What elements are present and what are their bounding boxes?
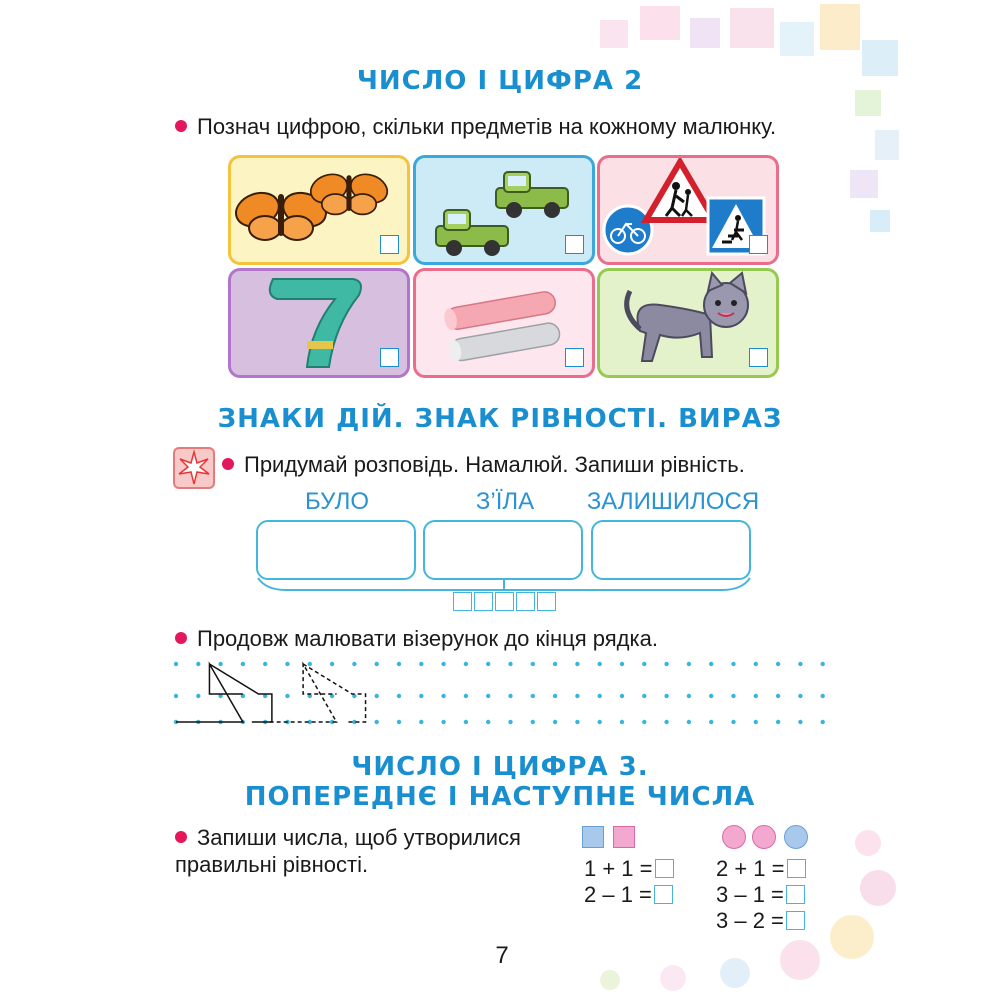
grid-dot: [464, 694, 468, 698]
grid-dot: [486, 662, 490, 666]
grid-dot: [464, 720, 468, 724]
answer-box[interactable]: [749, 235, 768, 254]
grid-dot: [709, 720, 713, 724]
drawing-frame-zalyshylosia[interactable]: [591, 520, 751, 580]
answer-box[interactable]: [565, 235, 584, 254]
grid-dot: [598, 694, 602, 698]
grid-dot: [486, 694, 490, 698]
card-number-seven: [228, 268, 410, 378]
answer-box[interactable]: [749, 348, 768, 367]
grid-dot: [687, 720, 691, 724]
section-title-number-three: ЧИСЛО І ЦИФРА 3.: [351, 752, 649, 782]
grid-dot: [776, 662, 780, 666]
answer-box[interactable]: [786, 911, 805, 930]
card-butterflies: [228, 155, 410, 265]
equation-box[interactable]: [474, 592, 493, 611]
pattern-solid: [176, 664, 272, 722]
pink-square-icon: [613, 826, 635, 848]
grid-dot: [754, 662, 758, 666]
grid-dot: [531, 694, 535, 698]
task-mark-count: [175, 114, 776, 140]
equation-box[interactable]: [453, 592, 472, 611]
star-badge-icon: [173, 447, 215, 489]
grid-dot: [731, 694, 735, 698]
grid-dot: [575, 694, 579, 698]
grid-dot: [241, 662, 245, 666]
grid-dot: [553, 694, 557, 698]
grid-dot: [798, 662, 802, 666]
section-title-prev-next: ПОПЕРЕДНЄ І НАСТУПНЕ ЧИСЛА: [244, 782, 756, 812]
grid-dot: [285, 662, 289, 666]
bullet-icon: [175, 632, 187, 644]
section-title-number-two: ЧИСЛО І ЦИФРА 2: [356, 66, 644, 96]
grid-dot: [731, 662, 735, 666]
grid-dot: [575, 662, 579, 666]
grid-dot: [508, 694, 512, 698]
equation-left-2: 2 – 1 =: [584, 882, 673, 908]
label-zalyshylosia: ЗАЛИШИЛОСЯ: [586, 488, 760, 515]
grid-dot: [598, 662, 602, 666]
answer-box[interactable]: [786, 885, 805, 904]
grid-dot: [218, 662, 222, 666]
grid-dot: [598, 720, 602, 724]
answer-box[interactable]: [787, 859, 806, 878]
grid-dot: [821, 720, 825, 724]
grid-dot: [620, 662, 624, 666]
grid-dot: [754, 694, 758, 698]
grid-dot: [508, 662, 512, 666]
label-bulo: БУЛО: [304, 488, 370, 515]
card-cat: [597, 268, 779, 378]
grid-dot: [664, 720, 668, 724]
grid-dot: [397, 720, 401, 724]
grid-dot: [664, 662, 668, 666]
grid-dot: [419, 720, 423, 724]
blue-circle-icon: [784, 825, 808, 849]
grid-dot: [821, 662, 825, 666]
answer-box[interactable]: [655, 859, 674, 878]
grid-dot: [798, 720, 802, 724]
grid-dot: [441, 720, 445, 724]
equation-box[interactable]: [516, 592, 535, 611]
task-write-numbers-line2: правильні рівності.: [175, 852, 369, 877]
equation-box[interactable]: [537, 592, 556, 611]
equation-left-1: 1 + 1 =: [584, 856, 674, 882]
grid-dot: [174, 694, 178, 698]
grid-dot: [419, 694, 423, 698]
answer-box[interactable]: [565, 348, 584, 367]
page-number: 7: [495, 942, 509, 969]
grid-dot: [441, 662, 445, 666]
equation-box[interactable]: [495, 592, 514, 611]
grid-dot: [553, 720, 557, 724]
grid-dot: [419, 662, 423, 666]
grid-dot: [709, 694, 713, 698]
grid-dot: [397, 662, 401, 666]
grid-dot: [776, 694, 780, 698]
drawing-frame-bulo[interactable]: [256, 520, 416, 580]
card-road-signs: [597, 155, 779, 265]
equation-right-3: 3 – 2 =: [716, 908, 805, 934]
grid-dot: [776, 720, 780, 724]
grid-dot: [375, 720, 379, 724]
drawing-frame-zila[interactable]: [423, 520, 583, 580]
grid-dot: [620, 720, 624, 724]
grid-dot: [620, 694, 624, 698]
task-story: [222, 452, 745, 478]
grid-dot: [263, 662, 267, 666]
equation-right-1: 2 + 1 =: [716, 856, 806, 882]
grid-dot: [397, 694, 401, 698]
grid-dot: [731, 720, 735, 724]
bullet-icon: [222, 458, 234, 470]
task-text: Придумай розповідь. Намалюй. Запиши рівність.: [244, 452, 745, 477]
grid-dot: [330, 662, 334, 666]
grid-dot: [642, 694, 646, 698]
blue-square-icon: [582, 826, 604, 848]
grid-dot: [441, 694, 445, 698]
grid-dot: [531, 720, 535, 724]
grid-dot: [687, 662, 691, 666]
task-text: Запиши числа, щоб утворилися: [197, 825, 521, 850]
card-chalk: [413, 268, 595, 378]
pink-circle-icon: [722, 825, 746, 849]
grid-dot: [642, 720, 646, 724]
bullet-icon: [175, 831, 187, 843]
card-trucks: [413, 155, 595, 265]
task-pattern: [175, 626, 658, 652]
section-title-operations: ЗНАКИ ДІЙ. ЗНАК РІВНОСТІ. ВИРАЗ: [217, 404, 783, 434]
grid-dot: [174, 662, 178, 666]
bullet-icon: [175, 120, 187, 132]
grid-dot: [821, 694, 825, 698]
grid-dot: [709, 662, 713, 666]
grid-dot: [375, 694, 379, 698]
grid-dot: [196, 694, 200, 698]
grid-dot: [308, 662, 312, 666]
grid-dot: [642, 662, 646, 666]
grid-dot: [508, 720, 512, 724]
grid-dot: [486, 720, 490, 724]
grid-dot: [531, 662, 535, 666]
grid-dot: [687, 694, 691, 698]
grid-dot: [754, 720, 758, 724]
task-text: Познач цифрою, скільки предметів на кожному малюнку.: [197, 114, 777, 139]
answer-box[interactable]: [380, 348, 399, 367]
grid-dot: [285, 694, 289, 698]
task-write-numbers: [175, 825, 521, 851]
grid-dot: [575, 720, 579, 724]
grid-dot: [798, 694, 802, 698]
answer-box[interactable]: [380, 235, 399, 254]
grid-dot: [464, 662, 468, 666]
grid-dot: [196, 662, 200, 666]
label-zila: З’ЇЛА: [475, 488, 535, 515]
grid-dot: [553, 662, 557, 666]
dot-grid[interactable]: [170, 656, 840, 736]
grid-dot: [352, 662, 356, 666]
pattern-dashed: [270, 664, 366, 722]
answer-box[interactable]: [654, 885, 673, 904]
grid-dot: [375, 662, 379, 666]
pink-circle-icon: [752, 825, 776, 849]
task-text: Продовж малювати візерунок до кінця рядка.: [197, 626, 658, 651]
equation-right-2: 3 – 1 =: [716, 882, 805, 908]
grid-dot: [664, 694, 668, 698]
